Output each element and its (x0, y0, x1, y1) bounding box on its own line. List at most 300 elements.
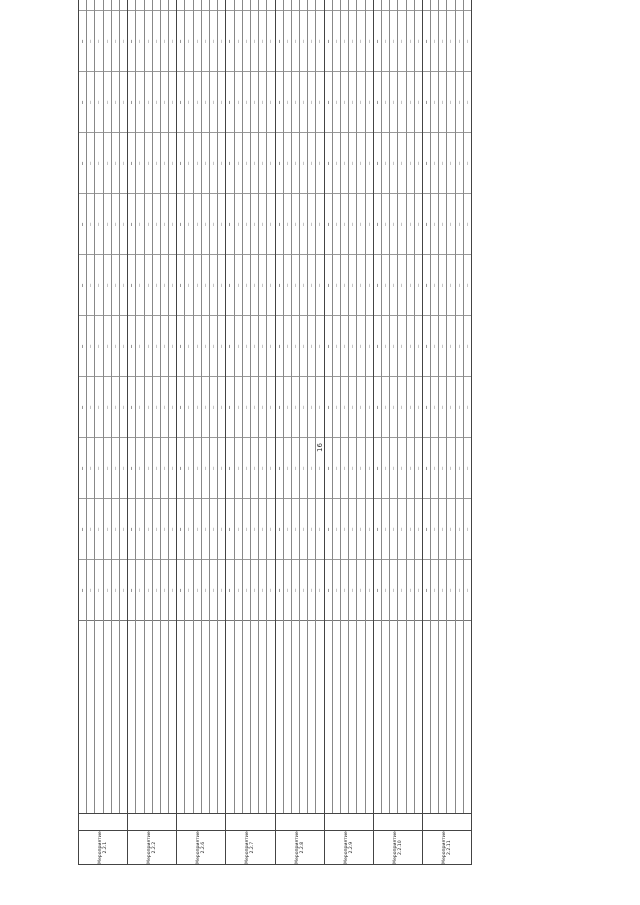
value-cell: — (415, 254, 422, 315)
value-cell: — (161, 437, 168, 498)
value-cell: — (218, 254, 225, 315)
value-cell: — (431, 254, 438, 315)
row-label (374, 620, 381, 813)
value-cell: — (366, 315, 373, 376)
value-cell: — (341, 437, 348, 498)
value-cell: — (218, 376, 225, 437)
value-cell: — (95, 437, 102, 498)
value-cell: — (308, 10, 315, 71)
value-cell: — (464, 437, 471, 498)
value-cell: — (415, 10, 422, 71)
value-cell: — (79, 559, 86, 620)
measure-description (276, 813, 324, 830)
value-cell: — (235, 71, 242, 132)
value-cell: — (276, 132, 283, 193)
value-cell: — (95, 71, 102, 132)
value-cell: — (169, 376, 176, 437)
value-cell: — (439, 10, 446, 71)
value-cell: — (194, 71, 201, 132)
value-cell: — (308, 254, 315, 315)
value-cell: — (95, 10, 102, 71)
value-cell: — (153, 315, 160, 376)
value-cell: — (145, 498, 152, 559)
value-cell: — (382, 10, 389, 71)
value-cell: — (439, 437, 446, 498)
value-cell: — (431, 315, 438, 376)
value-cell (325, 0, 332, 10)
value-cell: — (226, 315, 233, 376)
value-cell: — (120, 132, 127, 193)
value-cell: — (161, 376, 168, 437)
value-cell: — (185, 254, 192, 315)
row-label (349, 620, 356, 813)
value-cell: — (300, 376, 307, 437)
value-cell: — (366, 498, 373, 559)
measure-description (226, 813, 274, 830)
value-cell (431, 0, 438, 10)
value-cell: — (398, 315, 405, 376)
value-cell: — (202, 559, 209, 620)
table-row (284, 0, 292, 813)
value-cell: — (398, 498, 405, 559)
value-cell: — (235, 559, 242, 620)
table-row (341, 0, 349, 813)
value-cell: — (276, 559, 283, 620)
value-cell: — (415, 559, 422, 620)
value-cell (177, 0, 184, 10)
value-cell: — (161, 498, 168, 559)
value-cell: — (308, 193, 315, 254)
value-cell: — (104, 71, 111, 132)
table-row (431, 0, 439, 813)
table-row (136, 0, 144, 813)
value-cell: — (243, 193, 250, 254)
value-cell (398, 0, 405, 10)
table-row (267, 0, 274, 813)
value-cell: — (202, 498, 209, 559)
value-cell: — (185, 71, 192, 132)
table-row (185, 0, 193, 813)
value-cell: — (415, 71, 422, 132)
value-cell: — (194, 193, 201, 254)
value-cell: — (423, 437, 430, 498)
value-cell: — (390, 498, 397, 559)
value-cell: — (390, 132, 397, 193)
value-cell: — (431, 376, 438, 437)
value-cell: — (259, 315, 266, 376)
row-label (226, 620, 233, 813)
value-cell: — (423, 10, 430, 71)
value-cell: — (390, 254, 397, 315)
value-cell: — (333, 437, 340, 498)
value-cell: — (226, 498, 233, 559)
value-cell: — (87, 132, 94, 193)
row-label (259, 620, 266, 813)
value-cell: — (374, 193, 381, 254)
value-cell: — (308, 315, 315, 376)
value-cell: — (366, 559, 373, 620)
value-cell: — (267, 10, 274, 71)
measure-id: Мероприятие 2.2.9 (325, 830, 373, 864)
value-cell: — (276, 437, 283, 498)
value-cell: — (145, 315, 152, 376)
value-cell: — (431, 559, 438, 620)
measures-table (78, 0, 472, 865)
value-cell: — (374, 498, 381, 559)
value-cell: — (194, 498, 201, 559)
value-cell: — (128, 254, 135, 315)
row-label (357, 620, 364, 813)
value-cell: — (210, 437, 217, 498)
value-cell: — (349, 254, 356, 315)
value-cell (366, 0, 373, 10)
value-cell: — (341, 71, 348, 132)
value-cell (153, 0, 160, 10)
value-cell (226, 0, 233, 10)
value-cell: — (439, 254, 446, 315)
value-cell: — (128, 10, 135, 71)
value-cell: — (128, 376, 135, 437)
value-cell: — (177, 193, 184, 254)
value-cell: — (104, 498, 111, 559)
value-cell: — (447, 559, 454, 620)
value-cell: — (169, 315, 176, 376)
value-cell: — (259, 132, 266, 193)
value-cell: — (235, 132, 242, 193)
value-cell: — (112, 71, 119, 132)
value-cell: — (79, 437, 86, 498)
table-row (464, 0, 471, 813)
value-cell: — (325, 437, 332, 498)
value-cell: — (423, 559, 430, 620)
value-cell: — (210, 10, 217, 71)
table-row (104, 0, 112, 813)
table-row (407, 0, 415, 813)
value-cell: — (210, 559, 217, 620)
value-cell: — (267, 437, 274, 498)
value-cell: — (333, 254, 340, 315)
value-cell (95, 0, 102, 10)
value-cell: — (325, 559, 332, 620)
value-cell: — (185, 10, 192, 71)
value-cell: — (341, 132, 348, 193)
value-cell (194, 0, 201, 10)
value-cell: — (202, 71, 209, 132)
row-label (218, 620, 225, 813)
value-cell: — (161, 71, 168, 132)
value-cell: — (95, 559, 102, 620)
value-cell: — (382, 193, 389, 254)
value-cell: — (153, 559, 160, 620)
value-cell: — (112, 437, 119, 498)
value-cell: — (202, 315, 209, 376)
value-cell: — (374, 559, 381, 620)
value-cell: — (464, 132, 471, 193)
value-cell: — (316, 498, 323, 559)
measure-id: Мероприятие 2.2.6 (177, 830, 225, 864)
value-cell: — (366, 437, 373, 498)
value-cell: — (284, 10, 291, 71)
value-cell: — (431, 10, 438, 71)
value-cell: — (128, 193, 135, 254)
value-cell: — (169, 559, 176, 620)
value-cell: — (407, 132, 414, 193)
value-cell: — (341, 559, 348, 620)
row-label (423, 620, 430, 813)
value-cell: — (374, 437, 381, 498)
table-row (325, 0, 333, 813)
value-cell: — (398, 193, 405, 254)
value-cell: — (79, 376, 86, 437)
value-cell: — (325, 498, 332, 559)
table-row (210, 0, 218, 813)
value-cell: — (145, 376, 152, 437)
table-row (145, 0, 153, 813)
value-cell (112, 0, 119, 10)
value-cell: — (243, 10, 250, 71)
value-cell: — (366, 132, 373, 193)
value-cell: — (226, 559, 233, 620)
value-cell (292, 0, 299, 10)
value-cell: — (243, 254, 250, 315)
measure-id: Мероприятие 2.2.8 (276, 830, 324, 864)
value-cell: — (95, 254, 102, 315)
value-cell: — (120, 498, 127, 559)
value-cell (145, 0, 152, 10)
value-cell (267, 0, 274, 10)
value-cell: — (259, 376, 266, 437)
value-cell: — (259, 498, 266, 559)
value-cell: — (251, 315, 258, 376)
value-cell: — (276, 498, 283, 559)
value-cell: — (431, 132, 438, 193)
value-cell: — (300, 437, 307, 498)
value-cell: — (267, 254, 274, 315)
value-cell: — (407, 254, 414, 315)
value-cell: — (325, 254, 332, 315)
value-cell: — (210, 376, 217, 437)
value-cell: — (79, 315, 86, 376)
value-cell: — (325, 71, 332, 132)
value-cell: — (407, 10, 414, 71)
value-cell: — (308, 376, 315, 437)
value-cell: — (153, 437, 160, 498)
value-cell: — (185, 376, 192, 437)
row-label (276, 620, 283, 813)
value-cell: — (398, 254, 405, 315)
value-cell: — (292, 559, 299, 620)
table-row (447, 0, 455, 813)
value-cell: — (382, 376, 389, 437)
value-cell: — (276, 376, 283, 437)
value-cell: — (407, 437, 414, 498)
value-cell: — (415, 498, 422, 559)
value-cell: — (349, 559, 356, 620)
row-label (325, 620, 332, 813)
value-cell: — (390, 315, 397, 376)
value-cell: — (136, 71, 143, 132)
value-cell: — (104, 132, 111, 193)
value-cell: — (267, 315, 274, 376)
table-row (366, 0, 373, 813)
value-cell: — (251, 559, 258, 620)
value-cell: — (284, 193, 291, 254)
value-cell: — (276, 71, 283, 132)
value-cell: — (79, 71, 86, 132)
value-cell: — (456, 376, 463, 437)
value-cell: — (79, 132, 86, 193)
value-cell: — (300, 193, 307, 254)
value-cell: — (366, 376, 373, 437)
table-row (276, 0, 284, 813)
value-cell: — (456, 559, 463, 620)
value-cell: — (120, 559, 127, 620)
value-cell (407, 0, 414, 10)
value-cell: — (447, 254, 454, 315)
value-cell: — (104, 437, 111, 498)
value-cell: — (390, 437, 397, 498)
value-cell: — (104, 254, 111, 315)
value-cell: — (357, 498, 364, 559)
value-cell: — (456, 254, 463, 315)
value-cell: — (235, 437, 242, 498)
value-cell: — (292, 10, 299, 71)
value-cell: — (423, 498, 430, 559)
value-cell: — (251, 71, 258, 132)
value-cell: — (235, 193, 242, 254)
row-label (210, 620, 217, 813)
value-cell: — (177, 132, 184, 193)
value-cell: — (423, 315, 430, 376)
value-cell: — (218, 132, 225, 193)
row-label (128, 620, 135, 813)
value-cell: — (210, 254, 217, 315)
row-label (447, 620, 454, 813)
row-label (120, 620, 127, 813)
value-cell: — (177, 559, 184, 620)
value-cell (439, 0, 446, 10)
value-cell (202, 0, 209, 10)
value-cell (259, 0, 266, 10)
value-cell: — (415, 437, 422, 498)
value-cell: — (325, 10, 332, 71)
value-cell: — (341, 376, 348, 437)
value-cell: — (382, 437, 389, 498)
value-cell: — (112, 193, 119, 254)
value-cell: — (447, 376, 454, 437)
value-cell: — (120, 315, 127, 376)
value-cell (169, 0, 176, 10)
row-label (177, 620, 184, 813)
row-label (267, 620, 274, 813)
value-cell: — (316, 254, 323, 315)
value-cell: — (423, 193, 430, 254)
value-cell: — (308, 498, 315, 559)
table-row (423, 0, 431, 813)
value-cell: — (431, 437, 438, 498)
value-cell: — (464, 254, 471, 315)
value-cell: — (382, 71, 389, 132)
value-cell: — (251, 437, 258, 498)
value-cell: — (267, 498, 274, 559)
value-cell: — (177, 498, 184, 559)
value-cell: — (243, 71, 250, 132)
value-cell: — (316, 315, 323, 376)
value-cell: — (235, 498, 242, 559)
value-cell (341, 0, 348, 10)
value-cell: — (87, 315, 94, 376)
value-cell: — (136, 498, 143, 559)
table-row (226, 0, 234, 813)
value-cell: — (243, 498, 250, 559)
value-cell: — (407, 193, 414, 254)
value-cell: — (161, 193, 168, 254)
value-cell: — (423, 254, 430, 315)
value-cell: — (169, 254, 176, 315)
value-cell: — (415, 132, 422, 193)
value-cell: — (169, 193, 176, 254)
value-cell: — (308, 132, 315, 193)
table-row (128, 0, 136, 813)
value-cell: — (218, 559, 225, 620)
value-cell: — (439, 559, 446, 620)
table-row (235, 0, 243, 813)
value-cell: — (194, 437, 201, 498)
value-cell: — (398, 376, 405, 437)
value-cell: — (153, 71, 160, 132)
row-label (341, 620, 348, 813)
value-cell: — (464, 71, 471, 132)
value-cell: — (300, 315, 307, 376)
value-cell: — (374, 376, 381, 437)
row-label (431, 620, 438, 813)
value-cell: — (447, 498, 454, 559)
value-cell: — (325, 376, 332, 437)
value-cell: — (185, 132, 192, 193)
value-cell: — (259, 437, 266, 498)
value-cell: — (292, 315, 299, 376)
table-row (79, 0, 87, 813)
table-row (259, 0, 267, 813)
row-label (202, 620, 209, 813)
value-cell: — (145, 71, 152, 132)
table-row (349, 0, 357, 813)
value-cell: — (464, 315, 471, 376)
value-cell: — (374, 10, 381, 71)
value-cell: — (308, 559, 315, 620)
row-label (366, 620, 373, 813)
value-cell: — (136, 376, 143, 437)
value-cell: — (95, 315, 102, 376)
value-cell: — (112, 498, 119, 559)
value-cell (423, 0, 430, 10)
row-label (316, 620, 323, 813)
value-cell: — (382, 132, 389, 193)
value-cell: — (456, 10, 463, 71)
value-cell: — (349, 10, 356, 71)
value-cell: — (112, 376, 119, 437)
value-cell: — (267, 559, 274, 620)
value-cell: — (333, 10, 340, 71)
value-cell: — (185, 559, 192, 620)
value-cell: — (349, 437, 356, 498)
value-cell: — (382, 559, 389, 620)
value-cell: — (292, 498, 299, 559)
value-cell (120, 0, 127, 10)
value-cell: — (431, 71, 438, 132)
value-cell: — (177, 71, 184, 132)
table-block (374, 0, 423, 865)
